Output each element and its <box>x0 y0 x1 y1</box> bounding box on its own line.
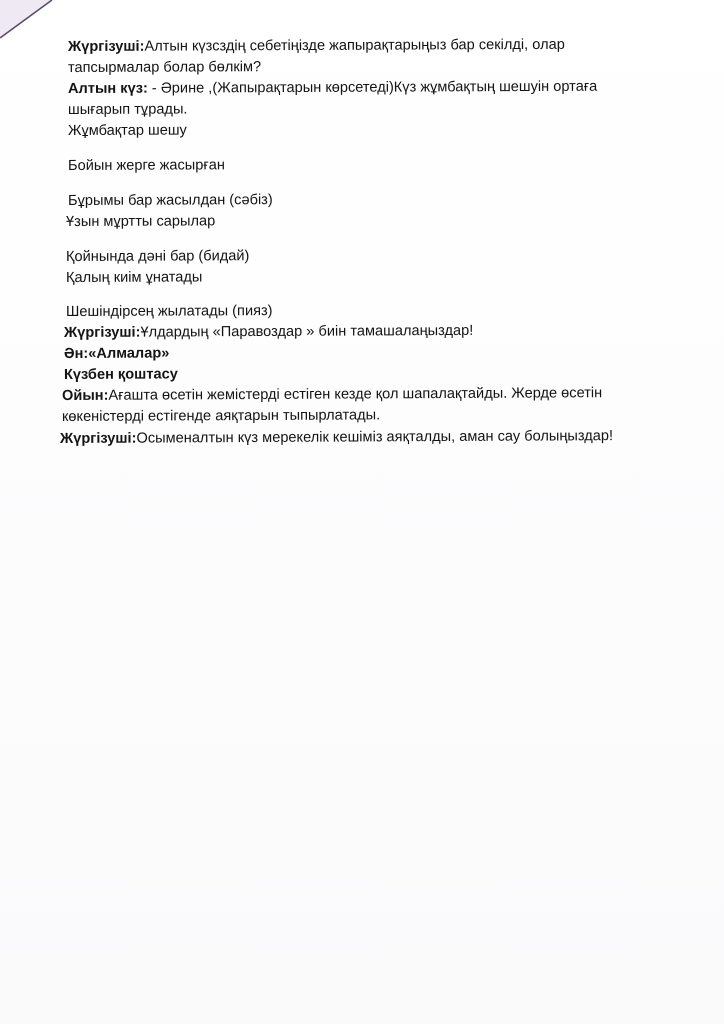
farewell-heading <box>64 364 178 385</box>
line-text: Алтын күзсздің себетіңізде жапырақтарыңыз бар секілді, олар <box>144 36 565 55</box>
speaker-label: Жүргізуші: <box>63 324 141 341</box>
text-line-1 <box>68 35 565 57</box>
text-line-3 <box>68 77 597 99</box>
riddle-line-2 <box>68 190 273 211</box>
line-text: көкеністерді естігенде аяқтарын тыпырлатады. <box>61 407 381 425</box>
riddle-line-4 <box>66 246 249 267</box>
line-text: Ұлдардың «Паравоздар » биін тамашалаңыздар! <box>140 322 474 341</box>
text-line-15 <box>62 383 602 406</box>
line-text: - Әрине ,(Жапырақтарын көрсетеді)Күз жұмбақтың шешуін ортаға <box>147 78 598 97</box>
riddle-line-6 <box>66 301 273 322</box>
line-text: шығарып тұрады. <box>67 101 188 118</box>
text-line-4 <box>68 99 188 120</box>
text-line-16 <box>62 405 380 427</box>
line-text: Осыменалтын күз мерекелік кешіміз аяқталды, аман сау болыңыздар! <box>136 428 614 447</box>
line-text: тапсырмалар болар бөлкім? <box>67 59 262 76</box>
riddle-line-5 <box>66 267 202 288</box>
line-text: Қалың киім ұнатады <box>65 269 203 286</box>
text-line-17 <box>60 426 613 449</box>
text-line-12 <box>64 321 473 343</box>
line-text: Бойын жерге жасырған <box>67 157 225 174</box>
line-text: Ұзын мұртты сарылар <box>65 213 216 230</box>
riddle-line-3 <box>66 211 215 232</box>
speaker-label: Жүргізуші: <box>67 38 145 55</box>
line-text: Шешіндірсең жылатады (пияз) <box>65 303 273 320</box>
speaker-label: Жүргізуші: <box>59 430 137 447</box>
song-heading <box>64 343 169 364</box>
line-text: Жұмбақтар шешу <box>67 122 187 139</box>
text-line-5 <box>68 120 187 141</box>
speaker-label: Ойын: <box>61 387 109 404</box>
line-text: Бұрымы бар жасылдан (сәбіз) <box>67 192 273 209</box>
section-label: Ән:«Алмалар» <box>63 345 170 362</box>
speaker-label: Алтын күз: <box>67 80 148 97</box>
riddle-line-1 <box>68 155 225 176</box>
line-text: Қойнында дәні бар (бидай) <box>65 248 250 265</box>
line-text: Ағашта өсетін жемістерді естіген кезде қол шапалақтайды. Жерде өсетін <box>108 385 603 404</box>
text-line-2 <box>68 57 261 78</box>
section-label: Күзбен қоштасу <box>63 366 178 383</box>
